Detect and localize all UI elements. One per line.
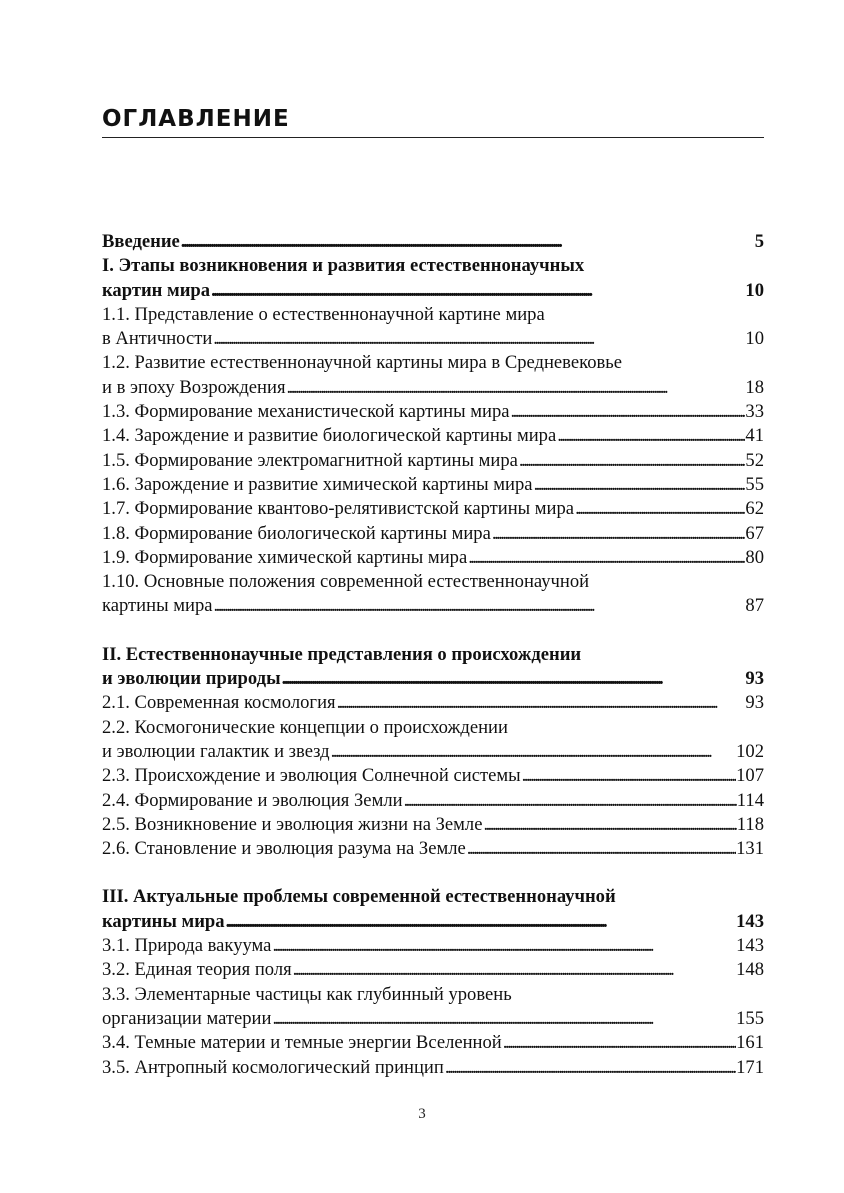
toc-entry-title: 3.5. Антропный космологический принцип	[102, 1056, 444, 1078]
toc-page-number: 118	[736, 813, 764, 835]
dot-leader	[491, 522, 746, 546]
toc-entry-line	[102, 789, 764, 813]
toc-entry-title: 1.2. Развитие естественнонаучной картины мира в Средневековье	[102, 352, 623, 374]
toc-entry	[102, 1031, 764, 1055]
toc-entry	[102, 303, 764, 352]
toc-entry	[102, 983, 764, 1032]
toc-entry-line	[102, 691, 764, 715]
toc-page-number: 41	[745, 425, 764, 447]
toc-entry-title: 2.3. Происхождение и эволюция Солнечной системы	[102, 765, 521, 787]
toc-entry-line	[102, 594, 764, 618]
toc-entry-title: 1.6. Зарождение и развитие химической картины мира	[102, 473, 533, 495]
toc-entry-line	[102, 1007, 764, 1031]
toc-entry-title: картины мира	[102, 595, 213, 617]
toc-entry-title: II. Естественнонаучные представления о происхождении	[102, 643, 582, 665]
toc-page-number: 10	[745, 328, 764, 350]
toc-page-number: 33	[745, 401, 764, 423]
toc-entry	[102, 400, 764, 424]
toc-entry-title: I. Этапы возникновения и развития естественнонаучных	[102, 255, 585, 277]
toc-page-number: 102	[736, 740, 764, 762]
toc-entry-line	[102, 813, 764, 837]
toc-entry	[102, 449, 764, 473]
toc-entry	[102, 789, 764, 813]
toc-entry-title: организации материи	[102, 1007, 272, 1029]
toc-entry	[102, 716, 764, 765]
toc-page-number: 93	[745, 692, 764, 714]
toc-entry-title: 2.1. Современная космология	[102, 692, 336, 714]
toc-page-number: 67	[745, 522, 764, 544]
toc-page-number: 131	[736, 838, 764, 860]
toc-entry	[102, 546, 764, 570]
toc-entry	[102, 934, 764, 958]
toc-entry-title: 1.5. Формирование электромагнитной картины мира	[102, 449, 518, 471]
toc-entry-title: 1.1. Представление о естественнонаучной картине мира	[102, 303, 545, 325]
toc-entry-title: 3.3. Элементарные частицы как глубинный уровень	[102, 983, 512, 1005]
toc-entry-title: и эволюции галактик и звезд	[102, 740, 330, 762]
dot-leader	[403, 789, 737, 813]
page-number: 3	[418, 1106, 426, 1122]
toc-entry-line	[102, 1031, 764, 1055]
toc-page-number: 107	[736, 765, 764, 787]
toc-entry-line	[102, 279, 764, 303]
toc-section	[102, 885, 764, 934]
toc-entry-title: 2.6. Становление и эволюция разума на Земле	[102, 838, 466, 860]
toc-page-number: 93	[745, 668, 764, 690]
toc-entry-line	[102, 837, 764, 861]
toc-entry-title: картин мира	[102, 279, 211, 301]
toc-entry	[102, 813, 764, 837]
toc-page-number: 55	[745, 473, 764, 495]
dot-leader	[510, 400, 746, 424]
toc-entry	[102, 351, 764, 400]
toc-page-number: 10	[745, 279, 764, 301]
toc-page-number: 148	[736, 959, 764, 981]
toc-entry-line	[102, 740, 764, 764]
toc-section	[102, 643, 764, 692]
dot-leader	[502, 1031, 736, 1055]
toc-entry-title: 3.1. Природа вакуума	[102, 935, 272, 957]
dot-leader	[281, 667, 746, 691]
toc-page-number: 143	[736, 935, 764, 957]
toc-entry-line	[102, 473, 764, 497]
toc-entry-line	[102, 934, 764, 958]
dot-leader	[444, 1056, 736, 1080]
dot-leader	[330, 740, 736, 764]
dot-leader	[292, 958, 736, 982]
dot-leader	[556, 424, 745, 448]
toc-entry-title: 1.8. Формирование биологической картины мира	[102, 522, 491, 544]
toc-page-number: 161	[736, 1032, 764, 1054]
toc-entry	[102, 570, 764, 619]
toc-entry-title: Введение	[102, 231, 180, 252]
toc-entry-line	[102, 910, 764, 934]
dot-leader	[336, 691, 746, 715]
toc-entry-title: 3.4. Темные материи и темные энергии Вселенной	[102, 1032, 502, 1054]
toc-section	[102, 230, 764, 254]
toc-page-number: 171	[736, 1056, 764, 1078]
toc-entry-title: 2.4. Формирование и эволюция Земли	[102, 789, 403, 811]
toc-entry-title: 1.3. Формирование механистической картины мира	[102, 401, 510, 423]
toc-entry	[102, 473, 764, 497]
toc-entry-title: 2.2. Космогонические концепции о происхождении	[102, 716, 508, 738]
toc-entry	[102, 958, 764, 982]
dot-leader	[533, 473, 746, 497]
dot-leader	[521, 764, 736, 788]
toc-entry-line	[102, 230, 764, 254]
dot-leader	[574, 497, 745, 521]
toc-page-number: 155	[736, 1007, 764, 1029]
toc-entry	[102, 764, 764, 788]
dot-leader	[482, 813, 736, 837]
toc-entry-line	[102, 1056, 764, 1080]
toc-entry-line	[102, 667, 764, 691]
toc-entry-title: в Античности	[102, 328, 213, 350]
toc-entry-line	[102, 327, 764, 351]
dot-leader	[225, 910, 737, 934]
toc-entry-title: 1.7. Формирование квантово-релятивистской картины мира	[102, 498, 575, 520]
dot-leader	[212, 327, 745, 351]
toc-entry	[102, 837, 764, 861]
toc-entry-line	[102, 764, 764, 788]
toc-entry	[102, 424, 764, 448]
toc-entry-line	[102, 449, 764, 473]
toc-page-number: 5	[754, 231, 764, 252]
dot-leader	[271, 934, 736, 958]
toc-entry-title: и в эпоху Возрождения	[102, 376, 286, 398]
toc-entry-title: 3.2. Единая теория поля	[102, 959, 292, 981]
table-of-contents	[102, 230, 764, 1080]
toc-entry-line	[102, 376, 764, 400]
toc-page-number: 143	[736, 910, 764, 932]
toc-entry-line	[102, 958, 764, 982]
toc-entry-title: 1.9. Формирование химической картины мира	[102, 546, 468, 568]
toc-entry-title: 1.4. Зарождение и развитие биологической картины мира	[102, 425, 557, 447]
dot-leader	[180, 230, 755, 254]
toc-section	[102, 254, 764, 303]
toc-entry-title: и эволюции природы	[102, 668, 281, 690]
toc-page-number: 62	[745, 498, 764, 520]
toc-entry-line	[102, 522, 764, 546]
dot-leader	[271, 1007, 736, 1031]
toc-entry	[102, 497, 764, 521]
toc-page-number: 18	[745, 376, 764, 398]
dot-leader	[466, 837, 736, 861]
section-gap	[102, 861, 764, 885]
toc-entry-line	[102, 497, 764, 521]
page-title: ОГЛАВЛЕНИЕ	[102, 106, 290, 132]
toc-page-number: 52	[745, 449, 764, 471]
dot-leader	[286, 376, 746, 400]
dot-leader	[467, 546, 745, 570]
toc-page-number: 87	[745, 595, 764, 617]
toc-entry-line	[102, 546, 764, 570]
toc-entry-title: картины мира	[102, 910, 225, 932]
toc-page-number: 80	[745, 546, 764, 568]
toc-entry-line	[102, 400, 764, 424]
toc-entry-title: III. Актуальные проблемы современной естественнонаучной	[102, 886, 616, 908]
toc-page-number: 114	[736, 789, 764, 811]
section-gap	[102, 619, 764, 643]
toc-entry-title: 2.5. Возникновение и эволюция жизни на Земле	[102, 813, 483, 835]
dot-leader	[213, 594, 746, 618]
toc-entry-line	[102, 424, 764, 448]
toc-entry	[102, 691, 764, 715]
toc-entry	[102, 522, 764, 546]
toc-entry-title: 1.10. Основные положения современной естественнонаучной	[102, 571, 590, 593]
title-underline	[102, 137, 764, 138]
dot-leader	[518, 449, 746, 473]
dot-leader	[210, 279, 745, 303]
toc-entry	[102, 1056, 764, 1080]
